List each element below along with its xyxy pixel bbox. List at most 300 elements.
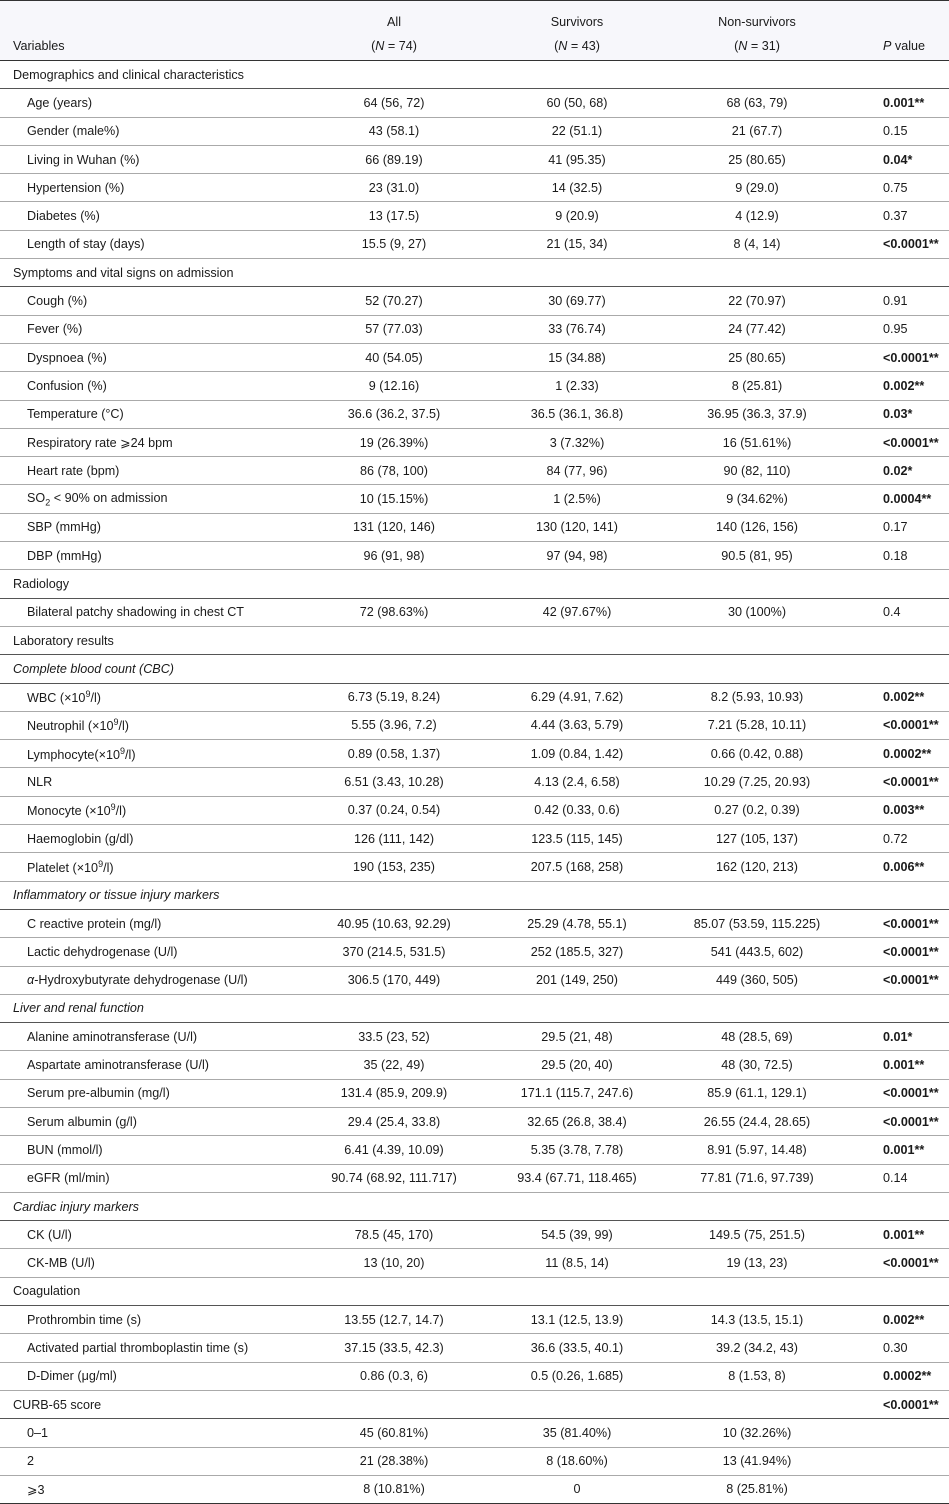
header-non-survivors: Non-survivors [658, 1, 856, 32]
value-all: 306.5 (170, 449) [292, 966, 496, 994]
value-non-survivors: 9 (34.62%) [658, 485, 856, 513]
p-value: <0.0001** [856, 1249, 949, 1277]
value-survivors: 14 (32.5) [496, 174, 658, 202]
section-blank [292, 1192, 496, 1220]
section-p-value [856, 570, 949, 598]
row-label: Heart rate (bpm) [0, 457, 292, 485]
value-survivors: 130 (120, 141) [496, 513, 658, 541]
section-blank [496, 1192, 658, 1220]
header-row-n [0, 31, 949, 61]
header-variables: Variables [0, 31, 292, 61]
section-blank [658, 994, 856, 1022]
header-all: All [292, 1, 496, 32]
value-non-survivors: 22 (70.97) [658, 287, 856, 315]
p-value: 0.03* [856, 400, 949, 428]
header-survivors-n [496, 31, 658, 61]
header-blank [0, 1, 292, 32]
header-blank-p [856, 1, 949, 32]
section-blank [292, 1277, 496, 1305]
section-p-value [856, 626, 949, 654]
table-row [0, 145, 949, 173]
section-blank [292, 259, 496, 287]
group-n: (N = 43) [554, 38, 600, 53]
value-all: 45 (60.81%) [292, 1419, 496, 1447]
table-row [0, 909, 949, 937]
p-value: 0.01* [856, 1023, 949, 1051]
section-blank [658, 655, 856, 683]
table-row [0, 1362, 949, 1390]
value-all: 370 (214.5, 531.5) [292, 938, 496, 966]
section-title: Inflammatory or tissue injury markers [0, 881, 292, 909]
p-value: <0.0001** [856, 343, 949, 371]
row-label: 0–1 [0, 1419, 292, 1447]
value-non-survivors: 48 (30, 72.5) [658, 1051, 856, 1079]
p-value: <0.0001** [856, 909, 949, 937]
p-value: 0.30 [856, 1334, 949, 1362]
section-header-row [0, 570, 949, 598]
value-all: 13 (10, 20) [292, 1249, 496, 1277]
row-label: C reactive protein (mg/l) [0, 909, 292, 937]
section-title: Laboratory results [0, 626, 292, 654]
section-blank [496, 259, 658, 287]
value-survivors: 4.44 (3.63, 5.79) [496, 711, 658, 739]
p-value: <0.0001** [856, 768, 949, 796]
p-value: 0.91 [856, 287, 949, 315]
value-survivors: 21 (15, 34) [496, 230, 658, 258]
p-value [856, 1419, 949, 1447]
row-label: D-Dimer (μg/ml) [0, 1362, 292, 1390]
value-all: 90.74 (68.92, 111.717) [292, 1164, 496, 1192]
table-row [0, 287, 949, 315]
p-value: 0.002** [856, 1306, 949, 1334]
section-header-row [0, 61, 949, 89]
section-blank [496, 1390, 658, 1418]
section-p-value [856, 61, 949, 89]
subscript: 2 [45, 497, 51, 508]
section-blank [658, 626, 856, 654]
value-all: 66 (89.19) [292, 145, 496, 173]
section-title: CURB-65 score [0, 1390, 292, 1418]
value-non-survivors: 127 (105, 137) [658, 825, 856, 853]
table-row [0, 1334, 949, 1362]
value-non-survivors: 541 (443.5, 602) [658, 938, 856, 966]
section-header-row [0, 994, 949, 1022]
value-survivors: 60 (50, 68) [496, 89, 658, 117]
superscript: 9 [98, 858, 104, 869]
value-all: 36.6 (36.2, 37.5) [292, 400, 496, 428]
section-title: Complete blood count (CBC) [0, 655, 292, 683]
value-survivors: 1.09 (0.84, 1.42) [496, 740, 658, 768]
section-blank [496, 626, 658, 654]
value-survivors: 1 (2.5%) [496, 485, 658, 513]
section-header-row [0, 655, 949, 683]
p-value: 0.75 [856, 174, 949, 202]
table-row [0, 202, 949, 230]
value-non-survivors: 26.55 (24.4, 28.65) [658, 1107, 856, 1135]
table-row [0, 1051, 949, 1079]
row-label: NLR [0, 768, 292, 796]
value-all: 0.37 (0.24, 0.54) [292, 796, 496, 824]
header-p-value: P value [856, 31, 949, 61]
value-all: 10 (15.15%) [292, 485, 496, 513]
value-all: 9 (12.16) [292, 372, 496, 400]
table-row [0, 683, 949, 711]
superscript: 9 [110, 802, 116, 813]
section-header-row [0, 881, 949, 909]
table-row [0, 400, 949, 428]
value-non-survivors: 25 (80.65) [658, 145, 856, 173]
greek-prefix: α [27, 973, 35, 988]
value-survivors: 207.5 (168, 258) [496, 853, 658, 881]
value-all: 5.55 (3.96, 7.2) [292, 711, 496, 739]
value-all: 23 (31.0) [292, 174, 496, 202]
value-non-survivors: 85.07 (53.59, 115.225) [658, 909, 856, 937]
value-survivors: 84 (77, 96) [496, 457, 658, 485]
row-label: Serum pre-albumin (mg/l) [0, 1079, 292, 1107]
value-survivors: 123.5 (115, 145) [496, 825, 658, 853]
row-label: 2 [0, 1447, 292, 1475]
value-survivors: 97 (94, 98) [496, 542, 658, 570]
section-p-value: <0.0001** [856, 1390, 949, 1418]
table-row [0, 1249, 949, 1277]
row-label: Neutrophil $(\times 10^9/l)$ [0, 711, 292, 739]
value-all: 13.55 (12.7, 14.7) [292, 1306, 496, 1334]
section-blank [496, 994, 658, 1022]
section-p-value [856, 259, 949, 287]
value-non-survivors: 14.3 (13.5, 15.1) [658, 1306, 856, 1334]
value-survivors: 36.6 (33.5, 40.1) [496, 1334, 658, 1362]
row-label: Serum albumin (g/l) [0, 1107, 292, 1135]
p-value: 0.95 [856, 315, 949, 343]
table-row [0, 598, 949, 626]
value-all: 96 (91, 98) [292, 542, 496, 570]
value-survivors: 5.35 (3.78, 7.78) [496, 1136, 658, 1164]
value-non-survivors: 90 (82, 110) [658, 457, 856, 485]
table-row [0, 542, 949, 570]
section-blank [292, 655, 496, 683]
row-label: Hypertension (%) [0, 174, 292, 202]
row-label: SBP (mmHg) [0, 513, 292, 541]
value-all: 0.89 (0.58, 1.37) [292, 740, 496, 768]
value-all: 57 (77.03) [292, 315, 496, 343]
table-row [0, 1447, 949, 1475]
value-all: 35 (22, 49) [292, 1051, 496, 1079]
row-label: Lactic dehydrogenase (U/l) [0, 938, 292, 966]
table-row [0, 711, 949, 739]
value-survivors: 54.5 (39, 99) [496, 1221, 658, 1249]
value-all: 19 (26.39%) [292, 428, 496, 456]
section-blank [658, 881, 856, 909]
table-body [0, 61, 949, 1504]
section-p-value [856, 881, 949, 909]
table-row [0, 174, 949, 202]
section-blank [496, 1277, 658, 1305]
section-blank [658, 570, 856, 598]
section-blank [292, 881, 496, 909]
table-row [0, 938, 949, 966]
value-survivors: 3 (7.32%) [496, 428, 658, 456]
row-label: Alanine aminotransferase (U/l) [0, 1023, 292, 1051]
row-label: WBC $(\times 10^9/l)$ [0, 683, 292, 711]
section-blank [496, 881, 658, 909]
value-non-survivors: 68 (63, 79) [658, 89, 856, 117]
p-value: 0.15 [856, 117, 949, 145]
row-label: Platelet $(\times 10^9/l)$ [0, 853, 292, 881]
value-non-survivors: 8 (4, 14) [658, 230, 856, 258]
row-label: Gender (male%) [0, 117, 292, 145]
table-row [0, 1079, 949, 1107]
table-row [0, 1023, 949, 1051]
header-all-n [292, 31, 496, 61]
row-label: Monocyte $(\times 10^9/l)$ [0, 796, 292, 824]
section-header-row [0, 1390, 949, 1418]
value-non-survivors: 149.5 (75, 251.5) [658, 1221, 856, 1249]
value-all: 40.95 (10.63, 92.29) [292, 909, 496, 937]
section-title: Demographics and clinical characteristics [0, 61, 292, 89]
value-all: 131.4 (85.9, 209.9) [292, 1079, 496, 1107]
section-blank [292, 61, 496, 89]
superscript: 9 [120, 745, 126, 756]
section-title: Cardiac injury markers [0, 1192, 292, 1220]
value-non-survivors: 85.9 (61.1, 129.1) [658, 1079, 856, 1107]
value-all: 40 (54.05) [292, 343, 496, 371]
p-value [856, 1447, 949, 1475]
value-all: 72 (98.63%) [292, 598, 496, 626]
p-value: <0.0001** [856, 966, 949, 994]
value-all: 6.41 (4.39, 10.09) [292, 1136, 496, 1164]
row-label: Cough (%) [0, 287, 292, 315]
row-label: α-Hydroxybutyrate dehydrogenase (U/l) [0, 966, 292, 994]
value-non-survivors: 90.5 (81, 95) [658, 542, 856, 570]
value-all: 86 (78, 100) [292, 457, 496, 485]
row-label: Haemoglobin (g/dl) [0, 825, 292, 853]
table-row [0, 853, 949, 881]
value-survivors: 201 (149, 250) [496, 966, 658, 994]
row-label: CK (U/l) [0, 1221, 292, 1249]
row-label: Confusion (%) [0, 372, 292, 400]
value-survivors: 8 (18.60%) [496, 1447, 658, 1475]
value-non-survivors: 10 (32.26%) [658, 1419, 856, 1447]
table-row [0, 1221, 949, 1249]
value-survivors: 171.1 (115.7, 247.6) [496, 1079, 658, 1107]
p-value [856, 1475, 949, 1503]
value-survivors: 29.5 (20, 40) [496, 1051, 658, 1079]
p-value: <0.0001** [856, 938, 949, 966]
row-label: Bilateral patchy shadowing in chest CT [0, 598, 292, 626]
value-survivors: 13.1 (12.5, 13.9) [496, 1306, 658, 1334]
value-survivors: 1 (2.33) [496, 372, 658, 400]
value-non-survivors: 8 (25.81) [658, 372, 856, 400]
section-title: Radiology [0, 570, 292, 598]
value-non-survivors: 7.21 (5.28, 10.11) [658, 711, 856, 739]
value-survivors: 33 (76.74) [496, 315, 658, 343]
value-non-survivors: 19 (13, 23) [658, 1249, 856, 1277]
value-non-survivors: 36.95 (36.3, 37.9) [658, 400, 856, 428]
value-all: 64 (56, 72) [292, 89, 496, 117]
table-row [0, 513, 949, 541]
section-header-row [0, 259, 949, 287]
section-blank [658, 1277, 856, 1305]
section-header-row [0, 1192, 949, 1220]
value-non-survivors: 0.66 (0.42, 0.88) [658, 740, 856, 768]
table-row [0, 1136, 949, 1164]
section-blank [292, 626, 496, 654]
value-all: 13 (17.5) [292, 202, 496, 230]
p-value: 0.002** [856, 372, 949, 400]
value-non-survivors: 8 (1.53, 8) [658, 1362, 856, 1390]
row-label: Living in Wuhan (%) [0, 145, 292, 173]
value-non-survivors: 13 (41.94%) [658, 1447, 856, 1475]
value-non-survivors: 24 (77.42) [658, 315, 856, 343]
p-value: 0.17 [856, 513, 949, 541]
value-survivors: 6.29 (4.91, 7.62) [496, 683, 658, 711]
value-non-survivors: 30 (100%) [658, 598, 856, 626]
section-p-value [856, 994, 949, 1022]
value-non-survivors: 4 (12.9) [658, 202, 856, 230]
value-survivors: 35 (81.40%) [496, 1419, 658, 1447]
value-all: 6.51 (3.43, 10.28) [292, 768, 496, 796]
table-row [0, 1164, 949, 1192]
table-row [0, 768, 949, 796]
section-blank [658, 1390, 856, 1418]
row-label: Age (years) [0, 89, 292, 117]
row-label: eGFR (ml/min) [0, 1164, 292, 1192]
value-non-survivors: 10.29 (7.25, 20.93) [658, 768, 856, 796]
section-blank [292, 1390, 496, 1418]
p-value: 0.18 [856, 542, 949, 570]
value-survivors: 22 (51.1) [496, 117, 658, 145]
table-row [0, 117, 949, 145]
value-non-survivors: 48 (28.5, 69) [658, 1023, 856, 1051]
value-all: 190 (153, 235) [292, 853, 496, 881]
p-value: 0.001** [856, 1136, 949, 1164]
table-row [0, 1419, 949, 1447]
p-value: <0.0001** [856, 711, 949, 739]
value-non-survivors: 77.81 (71.6, 97.739) [658, 1164, 856, 1192]
value-survivors: 36.5 (36.1, 36.8) [496, 400, 658, 428]
header-non-survivors-n [658, 31, 856, 61]
value-all: 52 (70.27) [292, 287, 496, 315]
p-value: 0.0002** [856, 740, 949, 768]
table-row [0, 1107, 949, 1135]
value-survivors: 93.4 (67.71, 118.465) [496, 1164, 658, 1192]
superscript: 9 [113, 717, 119, 728]
row-label: Dyspnoea (%) [0, 343, 292, 371]
value-non-survivors: 140 (126, 156) [658, 513, 856, 541]
section-p-value [856, 1277, 949, 1305]
p-value: 0.0002** [856, 1362, 949, 1390]
table-row [0, 966, 949, 994]
value-all: 43 (58.1) [292, 117, 496, 145]
row-label: Fever (%) [0, 315, 292, 343]
value-survivors: 0 [496, 1475, 658, 1503]
value-non-survivors: 0.27 (0.2, 0.39) [658, 796, 856, 824]
section-p-value [856, 1192, 949, 1220]
row-label: Length of stay (days) [0, 230, 292, 258]
value-non-survivors: 449 (360, 505) [658, 966, 856, 994]
value-survivors: 252 (185.5, 327) [496, 938, 658, 966]
value-all: 6.73 (5.19, 8.24) [292, 683, 496, 711]
section-title: Liver and renal function [0, 994, 292, 1022]
section-blank [658, 1192, 856, 1220]
p-value: <0.0001** [856, 1107, 949, 1135]
table-row [0, 1306, 949, 1334]
value-non-survivors: 8 (25.81%) [658, 1475, 856, 1503]
row-label: $Lymphocyte(\times 10^9/l)$ [0, 740, 292, 768]
section-header-row [0, 1277, 949, 1305]
row-label: BUN (mmol/l) [0, 1136, 292, 1164]
value-survivors: 30 (69.77) [496, 287, 658, 315]
p-value: 0.006** [856, 853, 949, 881]
table-row [0, 315, 949, 343]
value-all: 8 (10.81%) [292, 1475, 496, 1503]
table-row [0, 372, 949, 400]
p-value: 0.002** [856, 683, 949, 711]
row-label: CK-MB (U/l) [0, 1249, 292, 1277]
table-row [0, 457, 949, 485]
value-non-survivors: 39.2 (34.2, 43) [658, 1334, 856, 1362]
table-row [0, 343, 949, 371]
row-label: Diabetes (%) [0, 202, 292, 230]
value-all: 33.5 (23, 52) [292, 1023, 496, 1051]
value-all: 131 (120, 146) [292, 513, 496, 541]
value-all: 15.5 (9, 27) [292, 230, 496, 258]
value-all: 126 (111, 142) [292, 825, 496, 853]
p-value: 0.72 [856, 825, 949, 853]
p-value: 0.001** [856, 1051, 949, 1079]
value-non-survivors: 162 (120, 213) [658, 853, 856, 881]
section-title: Symptoms and vital signs on admission [0, 259, 292, 287]
section-blank [496, 570, 658, 598]
p-value: 0.14 [856, 1164, 949, 1192]
table-row [0, 1475, 949, 1503]
value-survivors: 0.42 (0.33, 0.6) [496, 796, 658, 824]
row-label: Aspartate aminotransferase (U/l) [0, 1051, 292, 1079]
header-survivors: Survivors [496, 1, 658, 32]
value-non-survivors: 21 (67.7) [658, 117, 856, 145]
table-row [0, 740, 949, 768]
p-value: 0.04* [856, 145, 949, 173]
value-survivors: 42 (97.67%) [496, 598, 658, 626]
value-survivors: 41 (95.35) [496, 145, 658, 173]
value-survivors: 4.13 (2.4, 6.58) [496, 768, 658, 796]
table-row [0, 825, 949, 853]
value-all: 78.5 (45, 170) [292, 1221, 496, 1249]
value-non-survivors: 9 (29.0) [658, 174, 856, 202]
value-non-survivors: 8.91 (5.97, 14.48) [658, 1136, 856, 1164]
value-all: 0.86 (0.3, 6) [292, 1362, 496, 1390]
header-row-groups [0, 1, 949, 32]
table-row [0, 89, 949, 117]
row-label: Activated partial thromboplastin time (s) [0, 1334, 292, 1362]
p-value: 0.001** [856, 1221, 949, 1249]
superscript: 9 [85, 689, 91, 700]
group-n: (N = 74) [371, 38, 417, 53]
section-p-value [856, 655, 949, 683]
p-value: 0.02* [856, 457, 949, 485]
value-survivors: 29.5 (21, 48) [496, 1023, 658, 1051]
p-value: 0.0004** [856, 485, 949, 513]
section-title: Coagulation [0, 1277, 292, 1305]
row-label: Temperature (°C) [0, 400, 292, 428]
value-survivors: 9 (20.9) [496, 202, 658, 230]
value-non-survivors: 8.2 (5.93, 10.93) [658, 683, 856, 711]
row-label: Respiratory rate ⩾24 bpm [0, 428, 292, 456]
p-value: 0.001** [856, 89, 949, 117]
section-blank [658, 61, 856, 89]
table-row [0, 428, 949, 456]
value-all: 37.15 (33.5, 42.3) [292, 1334, 496, 1362]
